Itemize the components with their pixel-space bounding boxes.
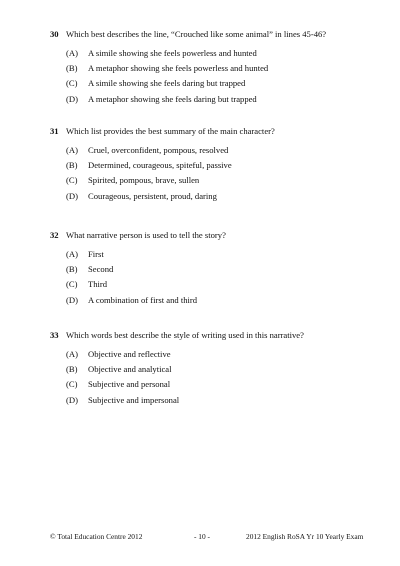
option-a (66, 249, 380, 260)
option-text: Subjective and impersonal (88, 394, 180, 405)
option-text: Spirited, pompous, brave, sullen (88, 175, 200, 186)
option-b (66, 364, 380, 375)
option-text: First (88, 249, 104, 259)
option-letter: (C) (66, 279, 78, 290)
option-letter: (D) (66, 190, 78, 201)
option-list (66, 249, 380, 306)
option-letter: (B) (66, 63, 78, 74)
question-number: 33 (50, 330, 59, 340)
option-letter: (A) (66, 349, 78, 359)
option-list (66, 349, 380, 406)
option-a (66, 48, 380, 59)
option-letter: (C) (66, 379, 78, 390)
option-letter: (B) (66, 364, 78, 375)
option-text: Second (88, 264, 114, 275)
option-list (66, 48, 380, 105)
option-text: Courageous, persistent, proud, daring (88, 190, 217, 201)
option-d (66, 295, 380, 306)
option-text: A simile showing she feels daring but trapped (88, 78, 246, 89)
question-text: Which words best describe the style of writing used in this narrative? (66, 330, 304, 340)
footer-copyright: © Total Education Centre 2012 (50, 532, 143, 541)
option-letter: (A) (66, 249, 78, 259)
option-b (66, 63, 380, 74)
option-c (66, 279, 380, 290)
option-letter: (A) (66, 145, 78, 155)
option-text: Subjective and personal (88, 379, 171, 390)
option-text: Objective and reflective (88, 349, 171, 359)
option-c (66, 175, 380, 186)
option-d (66, 191, 380, 202)
option-text: A metaphor showing she feels daring but trapped (88, 93, 257, 104)
option-text: A metaphor showing she feels powerless and hunted (88, 63, 269, 74)
option-text: Third (88, 279, 108, 290)
question-header (50, 29, 380, 40)
question-header (50, 126, 380, 137)
option-c (66, 78, 380, 89)
question-header (50, 330, 380, 341)
option-letter: (B) (66, 160, 78, 171)
option-b (66, 160, 380, 171)
footer-page-number: - 10 - (194, 532, 211, 541)
option-letter: (A) (66, 48, 78, 58)
question-header (50, 230, 380, 241)
option-letter: (C) (66, 175, 78, 186)
option-text: Objective and analytical (88, 364, 172, 375)
option-c (66, 379, 380, 390)
option-text: Determined, courageous, spiteful, passive (88, 160, 232, 171)
question-text: Which list provides the best summary of the main character? (66, 126, 275, 136)
question-text: What narrative person is used to tell the story? (66, 230, 226, 240)
option-letter: (B) (66, 264, 78, 275)
question-number: 30 (50, 29, 59, 39)
option-letter: (C) (66, 78, 78, 89)
footer-exam-title: 2012 English RoSA Yr 10 Yearly Exam (246, 532, 364, 541)
option-text: A combination of first and third (88, 294, 198, 305)
option-d (66, 395, 380, 406)
option-letter: (D) (66, 294, 78, 305)
option-letter: (D) (66, 93, 78, 104)
option-d (66, 94, 380, 105)
question-33 (50, 330, 380, 410)
option-list (66, 145, 380, 202)
option-a (66, 145, 380, 156)
question-32 (50, 230, 380, 310)
question-30 (50, 29, 380, 109)
option-a (66, 349, 380, 360)
option-text: A simile showing she feels powerless and hunted (88, 48, 257, 58)
option-letter: (D) (66, 394, 78, 405)
option-b (66, 264, 380, 275)
option-text: Cruel, overconfident, pompous, resolved (88, 145, 229, 155)
question-text: Which best describes the line, “Crouched like some animal” in lines 45-46? (66, 29, 327, 39)
question-number: 32 (50, 230, 59, 240)
question-31 (50, 126, 380, 206)
question-number: 31 (50, 126, 59, 136)
